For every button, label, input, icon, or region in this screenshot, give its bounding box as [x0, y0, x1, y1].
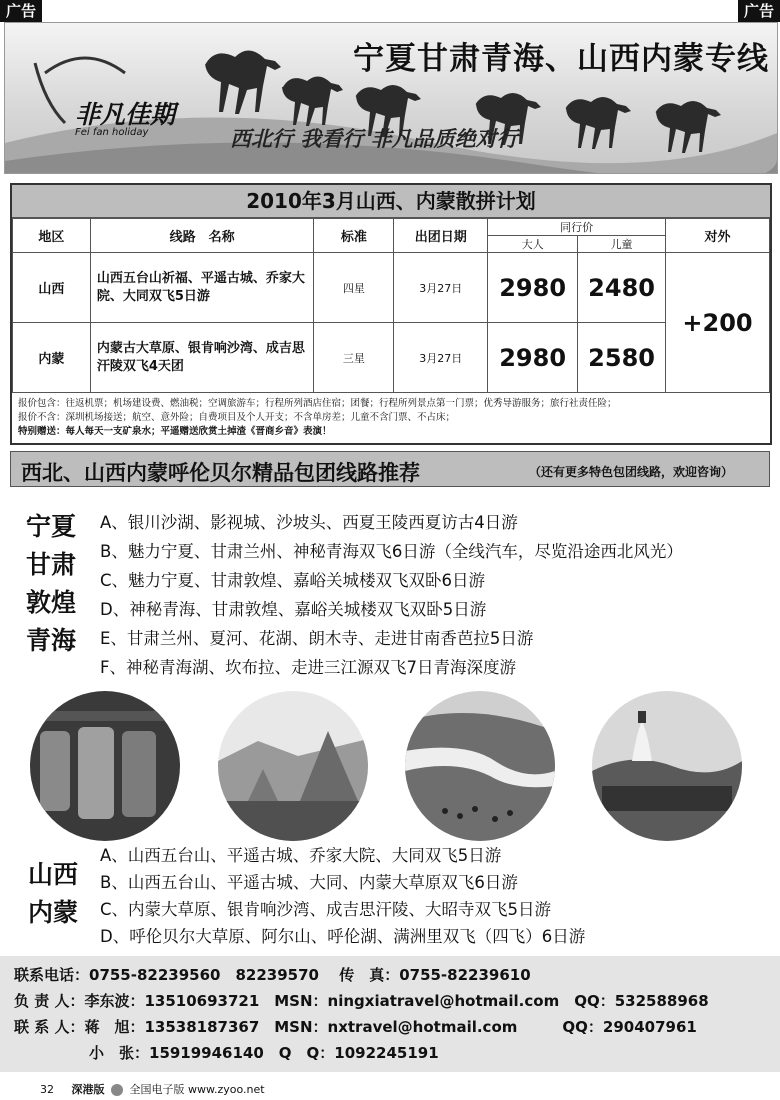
row-child-price: 2480: [578, 253, 666, 323]
list-item: C、内蒙大草原、银肯响沙湾、成吉思汗陵、大昭寺双飞5日游: [100, 900, 552, 919]
region-label: 山西: [28, 860, 79, 889]
table-row: [13, 253, 770, 323]
page-number: 32: [40, 1083, 54, 1096]
row-standard: 四星: [314, 253, 394, 323]
row-region: 内蒙: [13, 323, 91, 393]
contact-line-zhang: 小 张：15919946140 Q Q：1092245191: [14, 1044, 439, 1062]
row-route: 内蒙古大草原、银肯响沙湾、成吉思汗陵双飞4天团: [90, 323, 314, 393]
contact-line-contact: 联 系 人：蒋 旭：13538187367 MSN：nxtravel@hotmail.com QQ：290407961: [14, 1018, 697, 1036]
note-included: 报价包含：往返机票；机场建设费、燃油税；空调旅游车；行程所列酒店住宿；团餐；行程所列景点第一门票；优秀导游服务；旅行社责任险；: [18, 398, 617, 409]
contact-line-phone: 联系电话：0755-82239560 82239570 传 真：0755-82239610: [14, 966, 531, 984]
ad-label-right: 广告: [738, 0, 780, 22]
list-item: A、银川沙湖、影视城、沙坡头、西夏王陵西夏访古4日游: [100, 513, 518, 532]
row-date: 3月27日: [394, 253, 488, 323]
ad-label-left: 广告: [0, 0, 42, 22]
row-adult-price: 2980: [488, 253, 578, 323]
contact-panel: [0, 956, 780, 1072]
row-child-price: 2580: [578, 323, 666, 393]
list-item: B、魅力宁夏、甘肃兰州、神秘青海双飞6日游（全线汽车，尽览沿途西北风光）: [100, 542, 683, 561]
public-price: +200: [666, 253, 770, 393]
list-item: D、呼伦贝尔大草原、阿尔山、呼伦湖、满洲里双飞（四飞）6日游: [100, 927, 586, 946]
row-adult-price: 2980: [488, 323, 578, 393]
row-route: 山西五台山祈福、平遥古城、乔家大院、大同双飞5日游: [90, 253, 314, 323]
slogan: 西北行 我看行 非凡品质绝对行: [230, 126, 518, 151]
list-item: F、神秘青海湖、坎布拉、走进三江源双飞7日青海深度游: [100, 658, 516, 677]
header-date: 出团日期: [394, 219, 488, 253]
shanxi-regions: [28, 856, 78, 932]
banner-title: 宁夏甘肃青海、山西内蒙专线: [353, 41, 769, 77]
plan-box: [10, 183, 772, 445]
contact-line-manager: 负 责 人：李东波：13510693721 MSN：ningxiatravel@hotmail.com QQ：532588968: [14, 992, 709, 1010]
footer: [40, 1081, 265, 1097]
row-region: 山西: [13, 253, 91, 323]
list-item: E、甘肃兰州、夏河、花湖、朗木寺、走进甘南香芭拉5日游: [100, 629, 534, 648]
header-peer-price: 同行价: [488, 219, 666, 236]
photo-prayer-wheels: [30, 691, 180, 841]
section2-note: （还有更多特色包团线路，欢迎咨询）: [529, 465, 734, 479]
section2-title: 西北、山西内蒙呼伦贝尔精品包团线路推荐: [21, 461, 420, 485]
site-label: 全国电子版 www.zyoo.net: [129, 1083, 265, 1096]
shanxi-route-list: [100, 842, 585, 950]
northwest-route-list: [100, 508, 683, 682]
edition-icon: [111, 1084, 123, 1096]
row-date: 3月27日: [394, 323, 488, 393]
plan-table: [12, 218, 770, 393]
region-label: 内蒙: [28, 898, 79, 927]
region-label: 青海: [26, 626, 77, 655]
northwest-regions: [26, 508, 76, 660]
header-adult: 大人: [488, 236, 578, 253]
note-gift: 特别赠送：每人每天一支矿泉水；平遥赠送欣赏土掉渣《晋商乡音》表演！: [18, 426, 332, 437]
list-item: B、山西五台山、平遥古城、大同、内蒙大草原双飞6日游: [100, 873, 518, 892]
row-standard: 三星: [314, 323, 394, 393]
logo-subtitle: Fei fan holiday: [75, 127, 149, 138]
logo-text: 非凡佳期: [75, 100, 176, 129]
plan-notes: [12, 393, 770, 443]
region-label: 甘肃: [26, 550, 77, 579]
header-region: 地区: [13, 219, 91, 253]
header-public: 对外: [666, 219, 770, 253]
list-item: A、山西五台山、平遥古城、乔家大院、大同双飞5日游: [100, 846, 502, 865]
list-item: C、魅力宁夏、甘肃敦煌、嘉峪关城楼双飞双卧6日游: [100, 571, 486, 590]
header-route: 线路 名称: [90, 219, 314, 253]
banner: [4, 22, 778, 174]
section2-header: [10, 451, 770, 487]
plan-title: 2010年3月山西、内蒙散拼计划: [12, 185, 770, 218]
photo-xixia-tombs: [218, 691, 368, 841]
header-child: 儿童: [578, 236, 666, 253]
region-label: 敦煌: [26, 588, 77, 617]
region-label: 宁夏: [26, 512, 77, 541]
edition-label: 深港版: [71, 1083, 105, 1096]
photo-grassland-river: [405, 691, 555, 841]
table-row: [13, 323, 770, 393]
note-excluded: 报价不含：深圳机场接送；航空、意外险；自费项目及个人开支；不含单房差；儿童不含门票、不占床；: [18, 412, 456, 423]
header-standard: 标准: [314, 219, 394, 253]
photo-wutai-temple: [592, 691, 742, 841]
list-item: D、神秘青海、甘肃敦煌、嘉峪关城楼双飞双卧5日游: [100, 600, 487, 619]
